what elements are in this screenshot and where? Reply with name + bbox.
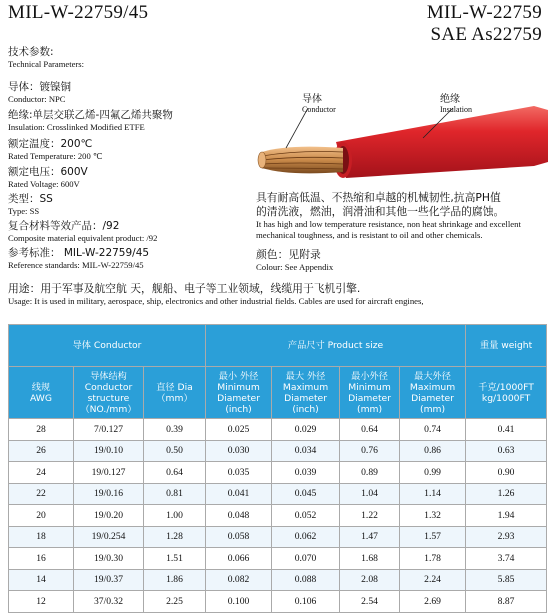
table-cell: 28	[9, 419, 74, 441]
param-temperature-cn: 额定温度：200℃	[8, 138, 93, 150]
table-cell: 22	[9, 483, 74, 505]
table-cell: 5.85	[466, 569, 547, 591]
table-row	[9, 548, 547, 570]
table-cell: 0.030	[206, 440, 272, 462]
table-cell: 2.93	[466, 526, 547, 548]
table-cell: 20	[9, 505, 74, 527]
param-temperature-en: Rated Temperature: 200 ℃	[8, 151, 103, 161]
table-cell: 0.066	[206, 548, 272, 570]
table-cell: 0.058	[206, 526, 272, 548]
usage-en: Usage: It is used in military, aerospace, ship, electronics and other industrial fields. Cables are used for aircraft engines,	[8, 296, 424, 306]
table-cell: 0.100	[206, 591, 272, 613]
table-cell: 0.035	[206, 462, 272, 484]
table-cell: 19/0.10	[74, 440, 144, 462]
table-cell: 0.039	[272, 462, 340, 484]
insulation-callout-en: Insulation	[440, 105, 472, 114]
table-row	[9, 483, 547, 505]
header-max-diameter-mm: 最大外径 Maximum Diameter (mm)	[400, 367, 466, 419]
table-cell: 0.50	[144, 440, 206, 462]
insulation-callout	[440, 90, 472, 114]
product-size-table	[8, 324, 547, 613]
table-cell: 0.74	[400, 419, 466, 441]
description-cn-line1: 具有耐高低温、不热缩和卓越的机械韧性,抗高PH值	[256, 191, 501, 204]
table-cell: 0.034	[272, 440, 340, 462]
table-cell: 1.47	[340, 526, 400, 548]
table-cell: 19/0.16	[74, 483, 144, 505]
table-cell: 1.04	[340, 483, 400, 505]
table-cell: 0.81	[144, 483, 206, 505]
table-cell: 0.39	[144, 419, 206, 441]
table-row	[9, 440, 547, 462]
param-type-cn: 类型：SS	[8, 193, 53, 205]
param-insulation-en: Insulation: Crosslinked Modified ETFE	[8, 122, 145, 132]
table-cell: 0.062	[272, 526, 340, 548]
description-cn-line2: 的清洗液，燃油，润滑油和其他一些化学品的腐蚀。	[256, 205, 505, 218]
table-cell: 0.76	[340, 440, 400, 462]
table-cell: 0.070	[272, 548, 340, 570]
table-cell: 1.22	[340, 505, 400, 527]
table-cell: 1.28	[144, 526, 206, 548]
table-cell: 1.32	[400, 505, 466, 527]
table-cell: 0.106	[272, 591, 340, 613]
param-reference-cn: 参考标准： MIL-W-22759/45	[8, 247, 150, 259]
table-cell: 14	[9, 569, 74, 591]
header-min-diameter-mm: 最小外径 Minimum Diameter (mm)	[340, 367, 400, 419]
table-cell: 1.57	[400, 526, 466, 548]
table-cell: 1.78	[400, 548, 466, 570]
colour-en: Colour: See Appendix	[256, 262, 334, 272]
header-conductor-group: 导体 Conductor	[9, 325, 206, 367]
param-composite-cn: 复合材料等效产品：/92	[8, 220, 120, 232]
conductor-callout-en: Conductor	[302, 105, 336, 114]
param-heading-cn: 技术参数:	[8, 46, 54, 58]
table-cell: 0.052	[272, 505, 340, 527]
description-en: It has high and low temperature resistance, non heat shrinkage and excellent mechanical toughness, and is resistant to oil and other chemicals.	[256, 219, 521, 240]
table-cell: 0.029	[272, 419, 340, 441]
param-conductor-en: Conductor: NPC	[8, 94, 66, 104]
param-composite-en: Composite material equivalent product: /92	[8, 233, 158, 243]
header-product-size-group: 产品尺寸 Product size	[206, 325, 466, 367]
standard-title: MIL-W-22759	[426, 2, 542, 23]
table-cell: 2.25	[144, 591, 206, 613]
param-conductor-cn: 导体：镀镍铜	[8, 81, 71, 93]
table-cell: 0.86	[400, 440, 466, 462]
standard-subtitle: SAE As22759	[430, 24, 542, 45]
table-row	[9, 526, 547, 548]
header-weight-group: 重量 weight	[466, 325, 547, 367]
table-cell: 0.89	[340, 462, 400, 484]
cable-illustration	[248, 86, 548, 190]
table-row	[9, 569, 547, 591]
table-cell: 1.26	[466, 483, 547, 505]
table-cell: 7/0.127	[74, 419, 144, 441]
param-insulation-cn: 绝缘:单层交联乙烯-四氟乙烯共聚物	[8, 109, 173, 121]
param-voltage-en: Rated Voltage: 600V	[8, 179, 80, 189]
table-cell: 0.088	[272, 569, 340, 591]
param-reference-en: Reference standards: MIL-W-22759/45	[8, 260, 144, 270]
table-cell: 37/0.32	[74, 591, 144, 613]
table-cell: 19/0.254	[74, 526, 144, 548]
param-voltage-cn: 额定电压：600V	[8, 166, 88, 178]
table-cell: 18	[9, 526, 74, 548]
table-cell: 1.86	[144, 569, 206, 591]
table-cell: 2.08	[340, 569, 400, 591]
header-max-diameter-inch: 最大 外径 Maximum Diameter (inch)	[272, 367, 340, 419]
table-row	[9, 462, 547, 484]
colour-cn: 颜色：见附录	[256, 248, 321, 261]
usage	[8, 282, 548, 307]
table-cell: 1.94	[466, 505, 547, 527]
table-cell: 19/0.127	[74, 462, 144, 484]
table-cell: 1.51	[144, 548, 206, 570]
table-cell: 0.025	[206, 419, 272, 441]
page-title: MIL-W-22759/45	[8, 2, 149, 23]
table-cell: 19/0.30	[74, 548, 144, 570]
description	[256, 191, 548, 273]
conductor-callout	[302, 90, 336, 114]
header-min-diameter-inch: 最小 外径 Minimum Diameter (inch)	[206, 367, 272, 419]
table-cell: 2.24	[400, 569, 466, 591]
table-cell: 1.00	[144, 505, 206, 527]
table-cell: 2.69	[400, 591, 466, 613]
table-cell: 0.048	[206, 505, 272, 527]
table-cell: 16	[9, 548, 74, 570]
table-cell: 0.082	[206, 569, 272, 591]
table-cell: 1.68	[340, 548, 400, 570]
table-cell: 0.041	[206, 483, 272, 505]
table-cell: 0.64	[144, 462, 206, 484]
table-cell: 24	[9, 462, 74, 484]
table-cell: 0.99	[400, 462, 466, 484]
table-cell: 3.74	[466, 548, 547, 570]
table-cell: 1.14	[400, 483, 466, 505]
param-type-en: Type: SS	[8, 206, 40, 216]
conductor-callout-cn: 导体	[302, 94, 322, 105]
table-cell: 0.41	[466, 419, 547, 441]
table-cell: 0.63	[466, 440, 547, 462]
table-cell: 0.90	[466, 462, 547, 484]
header-weight: 千克/1000FT kg/1000FT	[466, 367, 547, 419]
table-cell: 19/0.37	[74, 569, 144, 591]
table-row	[9, 419, 547, 441]
table-cell: 2.54	[340, 591, 400, 613]
table-cell: 0.64	[340, 419, 400, 441]
table-row	[9, 505, 547, 527]
header-awg: 线规 AWG	[9, 367, 74, 419]
table-cell: 0.045	[272, 483, 340, 505]
insulation-callout-cn: 绝缘	[440, 94, 460, 105]
table-cell: 8.87	[466, 591, 547, 613]
param-heading-en: Technical Parameters:	[8, 59, 84, 69]
header-structure: 导体结构 Conductor structure （NO./mm）	[74, 367, 144, 419]
table-cell: 26	[9, 440, 74, 462]
table-cell: 12	[9, 591, 74, 613]
usage-cn: 用途：用于军事及航空航 天，舰船、电子等工业领域，线缆用于飞机引擎.	[8, 282, 361, 295]
table-cell: 19/0.20	[74, 505, 144, 527]
header-dia: 直径 Dia （mm）	[144, 367, 206, 419]
